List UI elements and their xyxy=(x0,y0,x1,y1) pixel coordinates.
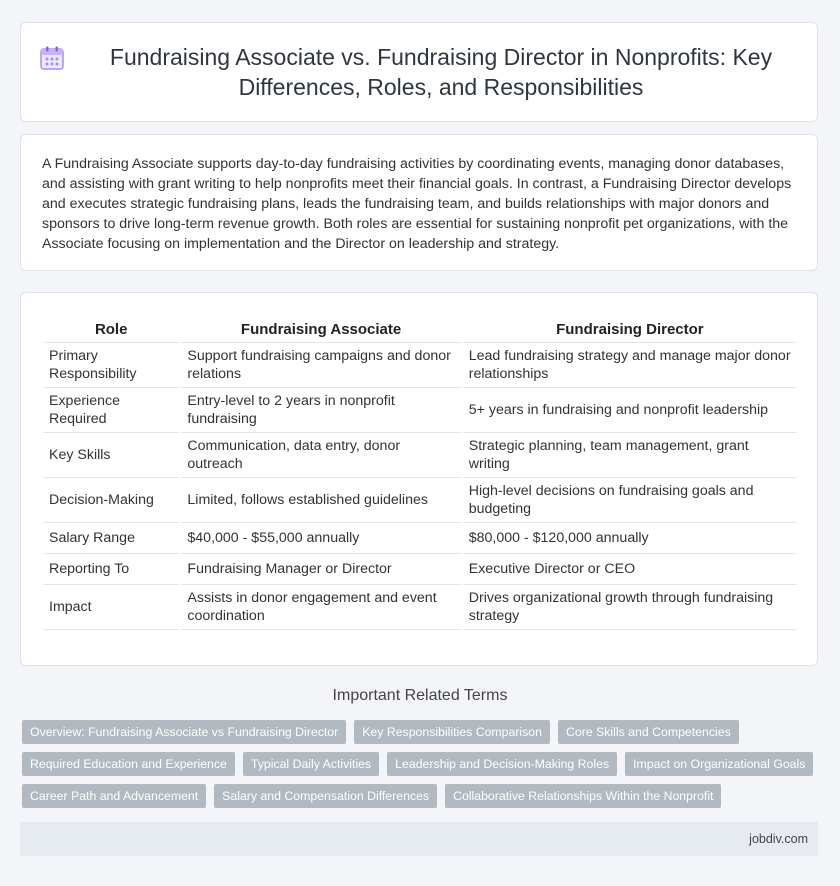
table-row xyxy=(43,554,797,585)
row-label: Salary Range xyxy=(43,523,179,554)
title-card xyxy=(20,22,818,122)
director-cell: Strategic planning, team management, grant writing xyxy=(463,433,797,478)
associate-cell: Support fundraising campaigns and donor relations xyxy=(181,343,460,388)
row-label: Decision-Making xyxy=(43,478,179,523)
associate-cell: Fundraising Manager or Director xyxy=(181,554,460,585)
associate-cell: Communication, data entry, donor outreach xyxy=(181,433,460,478)
director-cell: High-level decisions on fundraising goals and budgeting xyxy=(463,478,797,523)
related-term-tag[interactable]: Leadership and Decision-Making Roles xyxy=(387,752,617,776)
table-row xyxy=(43,388,797,433)
director-cell: $80,000 - $120,000 annually xyxy=(463,523,797,554)
related-term-tag[interactable]: Collaborative Relationships Within the Nonprofit xyxy=(445,784,721,808)
related-term-tag[interactable]: Overview: Fundraising Associate vs Fundraising Director xyxy=(22,720,346,744)
related-term-tag[interactable]: Required Education and Experience xyxy=(22,752,235,776)
table-row xyxy=(43,478,797,523)
row-label: Experience Required xyxy=(43,388,179,433)
associate-cell: Entry-level to 2 years in nonprofit fundraising xyxy=(181,388,460,433)
header-director: Fundraising Director xyxy=(463,313,797,343)
related-terms-title: Important Related Terms xyxy=(332,687,508,704)
intro-paragraph: A Fundraising Associate supports day-to-day fundraising activities by coordinating events, managing donor databases, and assisting with grant writing to help nonprofits meet their financial goals. In contrast, a Fundraising Director develops and executes strategic fundraising plans, leads the fundraising team, and builds relationships with major donors and sponsors to drive long-term revenue growth. Both roles are essential for sustaining nonprofit pet organizations, with the Associate focusing on implementation and the Director on leadership and strategy. xyxy=(42,156,792,252)
director-cell: Drives organizational growth through fundraising strategy xyxy=(463,585,797,630)
related-term-tag[interactable]: Core Skills and Competencies xyxy=(558,720,739,744)
table-row xyxy=(43,523,797,554)
associate-cell: $40,000 - $55,000 annually xyxy=(181,523,460,554)
director-cell: Lead fundraising strategy and manage major donor relationships xyxy=(463,343,797,388)
related-term-tag[interactable]: Key Responsibilities Comparison xyxy=(354,720,550,744)
row-label: Key Skills xyxy=(43,433,179,478)
associate-cell: Assists in donor engagement and event coordination xyxy=(181,585,460,630)
director-cell: Executive Director or CEO xyxy=(463,554,797,585)
calendar-icon xyxy=(39,45,65,71)
comparison-card xyxy=(20,292,818,666)
table-row xyxy=(43,585,797,630)
related-term-tag[interactable]: Impact on Organizational Goals xyxy=(625,752,813,776)
related-term-tag[interactable]: Salary and Compensation Differences xyxy=(214,784,437,808)
director-cell: 5+ years in fundraising and nonprofit leadership xyxy=(463,388,797,433)
header-associate: Fundraising Associate xyxy=(181,313,460,343)
page-title: Fundraising Associate vs. Fundraising Director in Nonprofits: Key Differences, Roles, and Responsibilities xyxy=(109,44,773,100)
footer-site-link[interactable]: jobdiv.com xyxy=(749,832,808,846)
header-role: Role xyxy=(43,313,179,343)
row-label: Reporting To xyxy=(43,554,179,585)
row-label: Impact xyxy=(43,585,179,630)
related-term-tag[interactable]: Typical Daily Activities xyxy=(243,752,379,776)
related-terms-list xyxy=(22,720,822,808)
table-row xyxy=(43,433,797,478)
associate-cell: Limited, follows established guidelines xyxy=(181,478,460,523)
intro-card xyxy=(20,134,818,271)
title-row xyxy=(39,42,799,102)
table-header-row xyxy=(43,313,797,343)
row-label: Primary Responsibility xyxy=(43,343,179,388)
footer xyxy=(20,822,818,856)
table-row xyxy=(43,343,797,388)
related-term-tag[interactable]: Career Path and Advancement xyxy=(22,784,206,808)
comparison-table xyxy=(41,313,799,630)
